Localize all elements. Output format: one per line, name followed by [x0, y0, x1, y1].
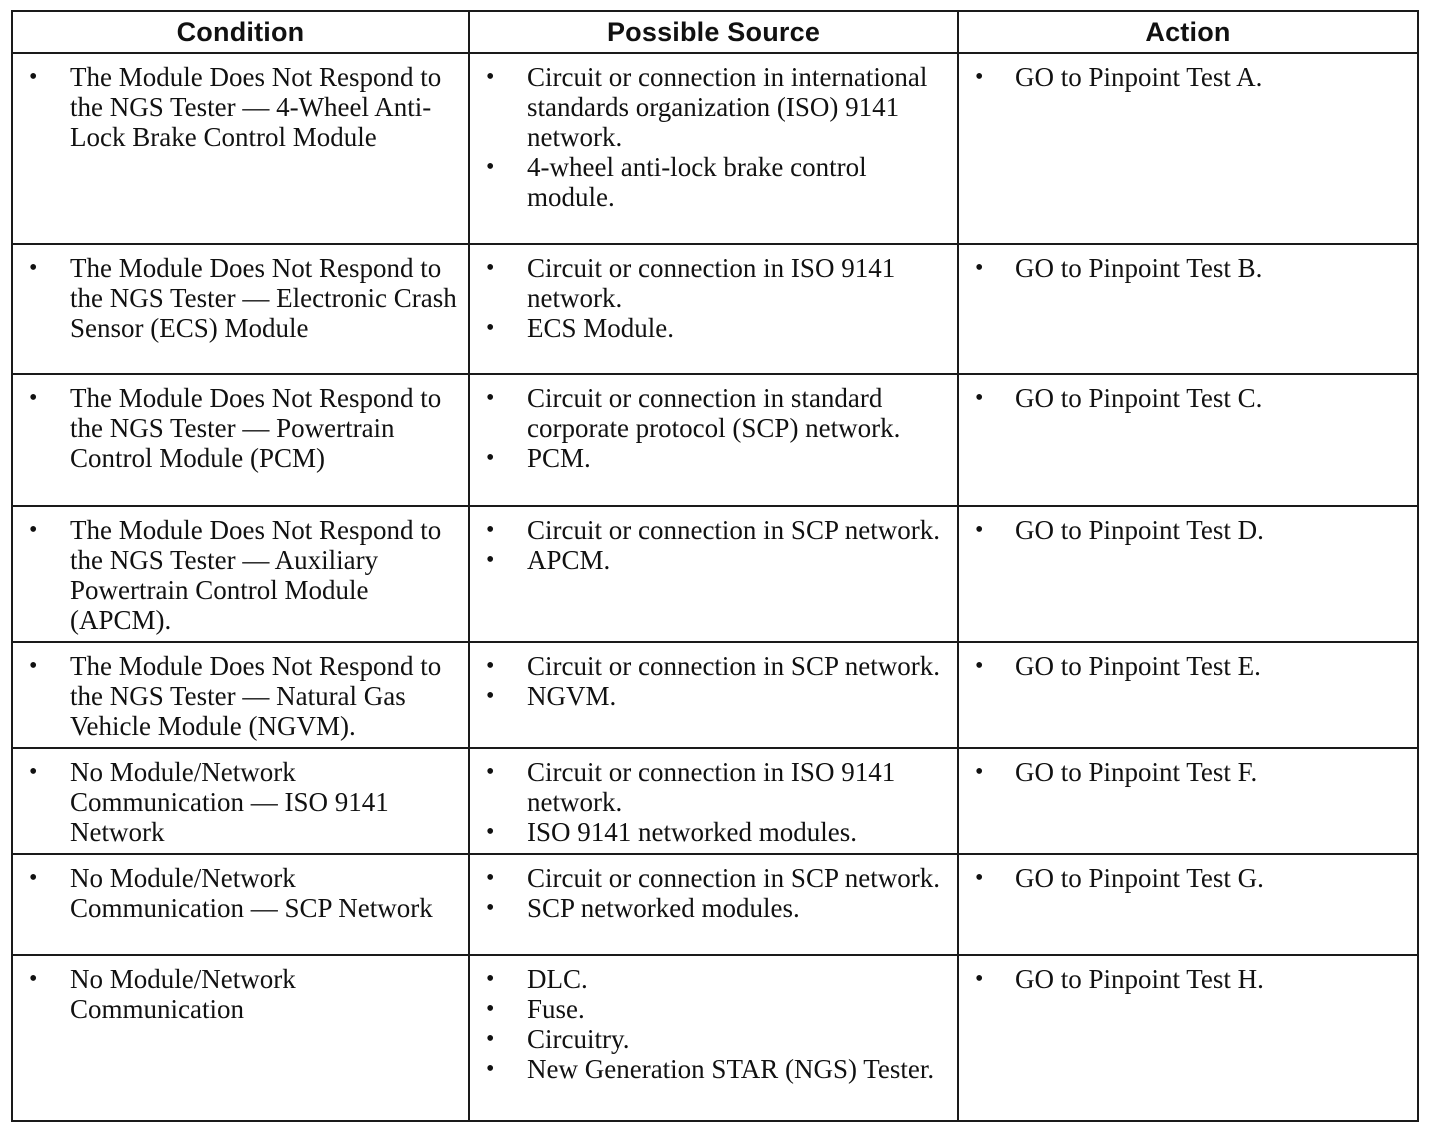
- possible-source-cell: [469, 53, 958, 244]
- source-text: Circuit or connection in SCP network.: [527, 863, 940, 893]
- bullet-icon: •: [975, 517, 984, 543]
- action-text: GO to Pinpoint Test F.: [1015, 757, 1258, 787]
- bullet-icon: •: [486, 154, 495, 180]
- action-text: GO to Pinpoint Test E.: [1015, 651, 1261, 681]
- list-item: [470, 964, 957, 994]
- condition-text: The Module Does Not Respond to the NGS Tester — Natural Gas Vehicle Module (NGVM).: [70, 651, 442, 741]
- bullet-icon: •: [29, 865, 38, 891]
- source-text: Circuit or connection in standard corporate protocol (SCP) network.: [527, 383, 901, 443]
- bullet-icon: •: [486, 315, 495, 341]
- bullet-icon: •: [29, 64, 38, 90]
- condition-cell: [12, 955, 469, 1121]
- list-item: [470, 893, 957, 923]
- source-text: Circuitry.: [527, 1024, 630, 1054]
- list-item: [959, 383, 1417, 413]
- list-item: [959, 757, 1417, 787]
- list-item: [470, 1024, 957, 1054]
- bullet-icon: •: [29, 653, 38, 679]
- action-text: GO to Pinpoint Test C.: [1015, 383, 1263, 413]
- bullet-icon: •: [975, 385, 984, 411]
- condition-text: The Module Does Not Respond to the NGS Tester — 4-Wheel Anti-Lock Brake Control Module: [70, 62, 442, 152]
- bullet-icon: •: [486, 255, 495, 281]
- bullet-icon: •: [486, 64, 495, 90]
- header-row: [12, 11, 1418, 53]
- possible-source-cell: [469, 748, 958, 854]
- action-cell: [958, 244, 1418, 374]
- bullet-icon: •: [486, 683, 495, 709]
- bullet-icon: •: [486, 865, 495, 891]
- table-row: [12, 244, 1418, 374]
- diagnosis-table: [11, 10, 1419, 1122]
- action-cell: [958, 955, 1418, 1121]
- bullet-icon: •: [975, 865, 984, 891]
- list-item: [470, 383, 957, 443]
- source-text: PCM.: [527, 443, 591, 473]
- bullet-icon: •: [486, 819, 495, 845]
- action-text: GO to Pinpoint Test B.: [1015, 253, 1263, 283]
- bullet-icon: •: [486, 1026, 495, 1052]
- list-item: [470, 817, 957, 847]
- list-item: [13, 383, 468, 473]
- possible-source-cell: [469, 955, 958, 1121]
- action-cell: [958, 506, 1418, 642]
- action-cell: [958, 53, 1418, 244]
- bullet-icon: •: [975, 255, 984, 281]
- action-cell: [958, 854, 1418, 955]
- possible-source-cell: [469, 854, 958, 955]
- possible-source-cell: [469, 506, 958, 642]
- bullet-icon: •: [975, 653, 984, 679]
- bullet-icon: •: [975, 966, 984, 992]
- list-item: [13, 253, 468, 343]
- condition-text: No Module/Network Communication — ISO 9141 Network: [70, 757, 389, 847]
- list-item: [959, 964, 1417, 994]
- bullet-icon: •: [486, 1056, 495, 1082]
- source-text: Circuit or connection in ISO 9141 network.: [527, 757, 896, 817]
- list-item: [13, 62, 468, 152]
- bullet-icon: •: [486, 385, 495, 411]
- action-cell: [958, 374, 1418, 506]
- source-text: ECS Module.: [527, 313, 675, 343]
- header-possible-source: Possible Source: [469, 11, 958, 53]
- bullet-icon: •: [486, 759, 495, 785]
- source-text: NGVM.: [527, 681, 617, 711]
- condition-cell: [12, 374, 469, 506]
- action-cell: [958, 642, 1418, 748]
- possible-source-cell: [469, 374, 958, 506]
- list-item: [470, 651, 957, 681]
- list-item: [470, 62, 957, 152]
- bullet-icon: •: [29, 255, 38, 281]
- list-item: [470, 1054, 957, 1084]
- list-item: [470, 681, 957, 711]
- source-text: Circuit or connection in ISO 9141 network.: [527, 253, 896, 313]
- table-row: [12, 506, 1418, 642]
- list-item: [470, 515, 957, 545]
- table-row: [12, 748, 1418, 854]
- bullet-icon: •: [975, 64, 984, 90]
- list-item: [470, 994, 957, 1024]
- list-item: [470, 152, 957, 212]
- bullet-icon: •: [486, 996, 495, 1022]
- list-item: [470, 757, 957, 817]
- list-item: [13, 863, 468, 923]
- condition-cell: [12, 506, 469, 642]
- list-item: [959, 863, 1417, 893]
- condition-text: No Module/Network Communication — SCP Network: [70, 863, 433, 923]
- list-item: [470, 863, 957, 893]
- list-item: [13, 757, 468, 847]
- action-text: GO to Pinpoint Test H.: [1015, 964, 1264, 994]
- source-text: Circuit or connection in SCP network.: [527, 515, 940, 545]
- header-action: Action: [958, 11, 1418, 53]
- bullet-icon: •: [29, 517, 38, 543]
- source-text: Fuse.: [527, 994, 585, 1024]
- action-cell: [958, 748, 1418, 854]
- bullet-icon: •: [486, 966, 495, 992]
- source-text: APCM.: [527, 545, 611, 575]
- bullet-icon: •: [29, 385, 38, 411]
- source-text: SCP networked modules.: [527, 893, 800, 923]
- list-item: [959, 651, 1417, 681]
- possible-source-cell: [469, 642, 958, 748]
- list-item: [470, 443, 957, 473]
- bullet-icon: •: [486, 547, 495, 573]
- source-text: New Generation STAR (NGS) Tester.: [527, 1054, 935, 1084]
- bullet-icon: •: [486, 445, 495, 471]
- source-text: DLC.: [527, 964, 588, 994]
- condition-text: The Module Does Not Respond to the NGS Tester — Auxiliary Powertrain Control Module (APCM).: [70, 515, 442, 635]
- header-condition: Condition: [12, 11, 469, 53]
- condition-text: The Module Does Not Respond to the NGS Tester — Powertrain Control Module (PCM): [70, 383, 442, 473]
- list-item: [470, 313, 957, 343]
- bullet-icon: •: [29, 759, 38, 785]
- bullet-icon: •: [486, 895, 495, 921]
- condition-text: No Module/Network Communication: [70, 964, 296, 1024]
- table-row: [12, 854, 1418, 955]
- condition-text: The Module Does Not Respond to the NGS Tester — Electronic Crash Sensor (ECS) Module: [70, 253, 457, 343]
- list-item: [13, 964, 468, 1024]
- bullet-icon: •: [486, 653, 495, 679]
- list-item: [13, 515, 468, 635]
- action-text: GO to Pinpoint Test D.: [1015, 515, 1264, 545]
- action-text: GO to Pinpoint Test A.: [1015, 62, 1263, 92]
- list-item: [13, 651, 468, 741]
- table-row: [12, 642, 1418, 748]
- table-row: [12, 53, 1418, 244]
- list-item: [959, 62, 1417, 92]
- bullet-icon: •: [486, 517, 495, 543]
- condition-cell: [12, 854, 469, 955]
- condition-cell: [12, 748, 469, 854]
- list-item: [470, 545, 957, 575]
- source-text: 4-wheel anti-lock brake control module.: [527, 152, 867, 212]
- list-item: [959, 515, 1417, 545]
- possible-source-cell: [469, 244, 958, 374]
- list-item: [959, 253, 1417, 283]
- source-text: ISO 9141 networked modules.: [527, 817, 857, 847]
- action-text: GO to Pinpoint Test G.: [1015, 863, 1264, 893]
- list-item: [470, 253, 957, 313]
- condition-cell: [12, 642, 469, 748]
- source-text: Circuit or connection in international standards organization (ISO) 9141 network.: [527, 62, 928, 152]
- condition-cell: [12, 53, 469, 244]
- bullet-icon: •: [29, 966, 38, 992]
- table-row: [12, 955, 1418, 1121]
- table-row: [12, 374, 1418, 506]
- bullet-icon: •: [975, 759, 984, 785]
- source-text: Circuit or connection in SCP network.: [527, 651, 940, 681]
- condition-cell: [12, 244, 469, 374]
